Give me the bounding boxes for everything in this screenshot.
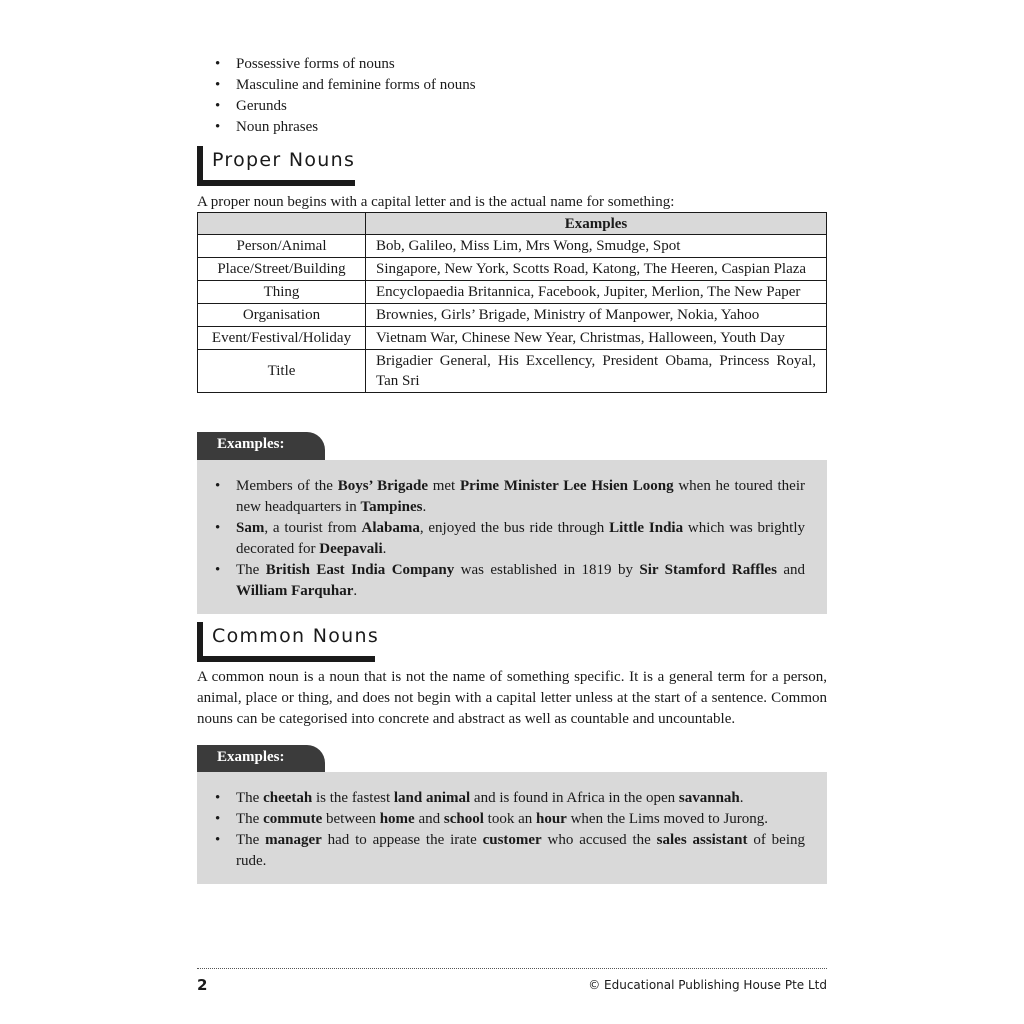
proper-nouns-table [197,212,827,393]
list-item: • The cheetah is the fastest land animal and is found in Africa in the open savannah. [215,788,805,809]
heading-underline [197,656,375,662]
heading-underline [197,180,355,186]
page-number: 2 [197,976,208,994]
list-item: • Members of the Boys’ Brigade met Prime Minister Lee Hsien Loong when he toured their new headquarters in Tampines. [215,476,805,518]
table-header-row [198,213,827,235]
examples-tab-label: Examples: [217,436,285,452]
common-nouns-heading [197,622,380,662]
common-nouns-examples-box [197,772,827,884]
common-nouns-intro: A common noun is a noun that is not the name of something specific. It is a general term for a person, animal, place or thing, and does not begin with a capital letter unless at the start of a sentence. Common nouns can be categorised into concrete and abstract as well as countable and uncountable. [197,669,827,727]
table-cell-category: Person/Animal [198,235,366,258]
table-row [198,304,827,327]
list-item: • Masculine and feminine forms of nouns [215,75,476,96]
list-item: • The British East India Company was established in 1819 by Sir Stamford Raffles and William Farquhar. [215,560,805,602]
proper-nouns-title: Proper Nouns [212,149,356,171]
examples-tab [197,432,325,460]
table-cell-examples: Encyclopaedia Britannica, Facebook, Jupiter, Merlion, The New Paper [366,281,827,304]
proper-nouns-heading [197,146,357,186]
list-item: • Gerunds [215,96,476,117]
table-row [198,235,827,258]
table-cell-category: Place/Street/Building [198,258,366,281]
table-cell-category: Event/Festival/Holiday [198,327,366,350]
table-header-blank [198,213,366,235]
table-cell-examples: Brownies, Girls’ Brigade, Ministry of Manpower, Nokia, Yahoo [366,304,827,327]
examples-tab-label: Examples: [217,749,285,765]
table-row [198,350,827,393]
proper-nouns-intro: A proper noun begins with a capital letter and is the actual name for something: [197,194,675,210]
table-cell-examples: Singapore, New York, Scotts Road, Katong, The Heeren, Caspian Plaza [366,258,827,281]
table-cell-examples: Bob, Galileo, Miss Lim, Mrs Wong, Smudge, Spot [366,235,827,258]
footer-divider [197,968,827,969]
table-cell-category: Title [198,350,366,393]
table-row [198,281,827,304]
list-item: • Sam, a tourist from Alabama, enjoyed the bus ride through Little India which was brightly decorated for Deepavali. [215,518,805,560]
table-cell-examples: Vietnam War, Chinese New Year, Christmas, Halloween, Youth Day [366,327,827,350]
table-row [198,327,827,350]
common-nouns-example-list [215,788,805,872]
table-cell-category: Organisation [198,304,366,327]
intro-bullet-list [215,54,476,138]
proper-nouns-examples-box [197,460,827,614]
table-header-examples: Examples [366,213,827,235]
common-nouns-title: Common Nouns [212,625,380,647]
examples-tab [197,745,325,773]
list-item: • Possessive forms of nouns [215,54,476,75]
copyright-notice: © Educational Publishing House Pte Ltd [588,978,827,992]
proper-nouns-example-list [215,476,805,602]
list-item: • The manager had to appease the irate customer who accused the sales assistant of being rude. [215,830,805,872]
table-cell-category: Thing [198,281,366,304]
table-row [198,258,827,281]
list-item: • The commute between home and school took an hour when the Lims moved to Jurong. [215,809,805,830]
table-cell-examples: Brigadier General, His Excellency, President Obama, Princess Royal, Tan Sri [366,350,827,393]
list-item: • Noun phrases [215,117,476,138]
